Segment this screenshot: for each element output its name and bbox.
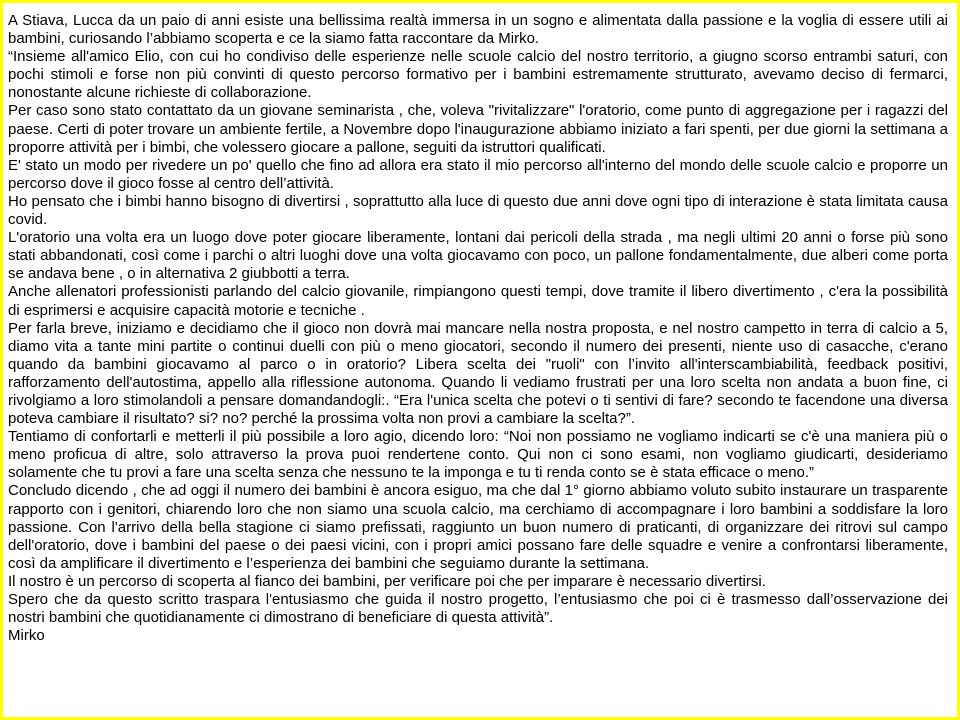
paragraph-seminarista: Per caso sono stato contattato da un giovane seminarista , che, voleva "rivitalizzare" l'oratorio, come punto di aggregazione per i ragazzi del paese. Certi di poter trovare un ambiente fertile, a Novembre dopo l'inaugurazione abbiamo iniziato a fari spenti, per due giorni la settimana a proporre attività per i bimbi, che volessero giocare a pallone, seguiti da istruttori qualificati.	[8, 102, 948, 156]
paragraph-tentiamo: Tentiamo di confortarli e metterli il più possibile a loro agio, dicendo loro: “Noi non possiamo ne vogliamo indicarti se c'è una maniera più o meno proficua di altre, solo attraverso la prova puoi rendertene conto. Qui non ci sono esami, non vogliamo giudicarti, desideriamo solamente che tu provi a fare una scelta senza che nessuno te la imponga e tu ti renda conto se è stata efficace o meno.”	[8, 428, 948, 482]
paragraph-spero: Spero che da questo scritto traspara l'entusiasmo che guida il nostro progetto, l’entusiasmo che poi ci è trasmesso dall’osservazione dei nostri bambini che quotidianamente ci dimostrano di beneficiare di questa attività”.	[8, 591, 948, 627]
paragraph-divertirsi: Ho pensato che i bimbi hanno bisogno di divertirsi , soprattutto alla luce di questo due anni dove ogni tipo di interazione è stata limitata causa covid.	[8, 192, 948, 229]
article-text	[8, 12, 948, 645]
paragraph-oratorio: L'oratorio una volta era un luogo dove poter giocare liberamente, lontani dai pericoli della strada , ma negli ultimi 20 anni o forse più sono stati abbandonati, così come i parchi o altri luoghi dove una volta giocavamo con poco, un pallone fondamentalmente, due alberi come porta se andava bene , o in alternativa 2 giubbotti a terra.	[8, 229, 948, 283]
paragraph-il-nostro: Il nostro è un percorso di scoperta al fianco dei bambini, per verificare poi che per imparare è necessario divertirsi.	[8, 572, 766, 590]
paragraph-elio: “Insieme all'amico Elio, con cui ho condiviso delle esperienze nelle scuole calcio del nostro territorio, a giugno scorso entrambi saturi, con pochi stimoli e forse non più convinti di questo percorso formativo per i bambini estremamente strutturato, avevamo deciso di fermarci, nonostante alcune richieste di collaborazione.	[8, 48, 948, 102]
signature-mirko: Mirko	[8, 627, 45, 645]
paragraph-allenatori: Anche allenatori professionisti parlando del calcio giovanile, rimpiangono questi tempi, dove tramite il libero divertimento , c'era la possibilità di esprimersi e acquisire capacità motorie e tecniche .	[8, 283, 948, 319]
paragraph-percorso: E' stato un modo per rivedere un po' quello che fino ad allora era stato il mio percorso all'interno del mondo delle scuole calcio e proporre un percorso dove il gioco fosse al centro dell’attività.	[8, 156, 948, 192]
paragraph-per-farla-breve: Per farla breve, iniziamo e decidiamo che il gioco non dovrà mai mancare nella nostra proposta, e nel nostro campetto in terra di calcio a 5, diamo vita a tante mini partite o continui duelli con più o meno giocatori, secondo il numero dei presenti, niente uso di casacche, c'erano quando da bambini giocavamo al parco o in oratorio? Libera scelta dei "ruoli" con l’invito all'interscambiabilità, feedback positivi, rafforzamento dell'autostima, appello alla riflessione autonoma. Quando li vediamo frustrati per una loro scelta non andata a buon fine, ci rivolgiamo a loro stimolandoli a pensare domandandogli:. “Era l'unica scelta che potevi o ti sentivi di fare? secondo te facendone una diversa poteva cambiare il risultato? si? no? perché la prossima volta non provi a cambiare la scelta?”.	[8, 319, 948, 428]
paragraph-intro: A Stiava, Lucca da un paio di anni esiste una bellissima realtà immersa in un sogno e alimentata dalla passione e la voglia di essere utili ai bambini, curiosando l’abbiamo scoperta e ce la siamo fatta raccontare da Mirko.	[8, 12, 948, 48]
paragraph-concludo: Concludo dicendo , che ad oggi il numero dei bambini è ancora esiguo, ma che dal 1° giorno abbiamo voluto subito instaurare un trasparente rapporto con i genitori, chiarendo loro che non siamo una scuola calcio, ma cerchiamo di accompagnare i loro bambini a soddisfare la loro passione. Con l'arrivo della bella stagione ci siamo prefissati, raggiunto un buon numero di praticanti, di organizzare dei ritrovi sul campo dell'oratorio, dove i bambini del paese o dei paesi vicini, con i propri amici possano fare delle squadre e venire a confrontarsi liberamente, così da amplificare il divertimento e l’esperienza dei bambini che seguiamo durante la settimana.	[8, 482, 948, 572]
